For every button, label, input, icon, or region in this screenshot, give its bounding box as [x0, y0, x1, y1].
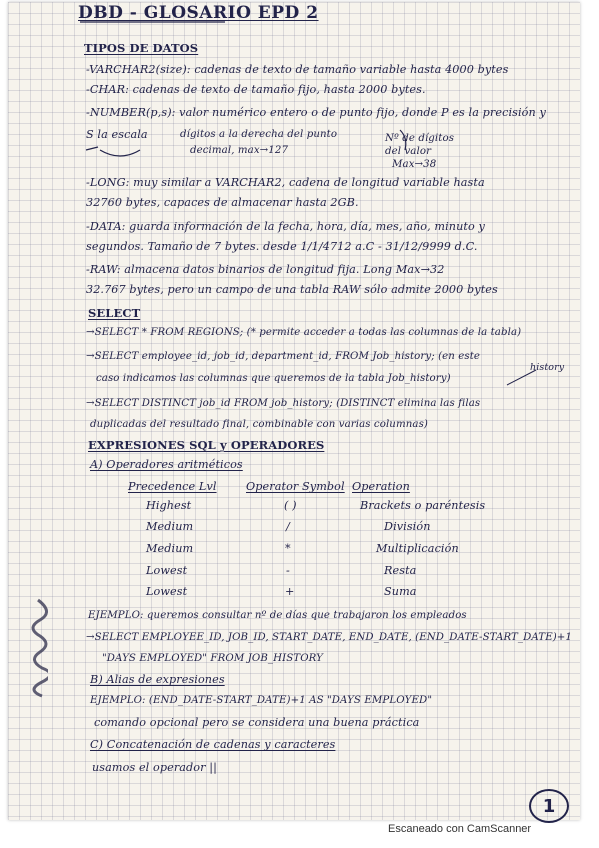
- select-line-2: →SELECT employee_id, job_id, department_id, FROM Job_history; (en este: [86, 351, 481, 362]
- table-cell: Resta: [384, 564, 417, 577]
- ejemplo-line-4: EJEMPLO: (END_DATE-START_DATE)+1 AS "DAYS EMPLOYED": [90, 695, 433, 706]
- note-digits-right-2: decimal, max→127: [190, 145, 289, 156]
- text-long-1: -LONG: muy similar a VARCHAR2, cadena de longitud variable hasta: [86, 176, 485, 189]
- scanner-watermark: Escaneado con CamScanner: [388, 823, 532, 835]
- select-line-3: caso indicamos las columnas que queremos de la tabla Job_history): [96, 373, 451, 384]
- signature-mark: [22, 590, 55, 700]
- select-line-4: →SELECT DISTINCT job_id FROM job_history; (DISTINCT elimina las filas: [86, 398, 481, 409]
- table-cell: Medium: [146, 520, 194, 533]
- ejemplo-line-1: EJEMPLO: queremos consultar nº de días que trabajaron los empleados: [88, 610, 467, 621]
- select-insert-history: history: [530, 362, 565, 373]
- table-cell: Brackets o paréntesis: [360, 499, 486, 512]
- subheading-concatenacion: C) Concatenación de cadenas y caracteres: [90, 738, 336, 751]
- table-cell: *: [285, 542, 291, 555]
- table-cell: ( ): [284, 499, 297, 512]
- table-cell: Medium: [146, 542, 194, 555]
- ejemplo-line-3: "DAYS EMPLOYED" FROM JOB_HISTORY: [102, 653, 323, 664]
- table-cell: Highest: [146, 499, 192, 512]
- subheading-alias: B) Alias de expresiones: [90, 673, 225, 686]
- page-number: 1: [529, 789, 569, 823]
- section-heading-tipos: TIPOS DE DATOS: [84, 41, 199, 55]
- note-digits-count-2: del valor: [385, 146, 432, 157]
- table-header-operator: Operator Symbol: [246, 480, 345, 493]
- text-raw-2: 32.767 bytes, pero un campo de una tabla RAW sólo admite 2000 bytes: [86, 283, 498, 296]
- table-cell: División: [384, 520, 431, 533]
- text-char: -CHAR: cadenas de texto de tamaño fijo, hasta 2000 bytes.: [86, 83, 426, 96]
- note-digits-count-3: Max→38: [392, 159, 437, 170]
- note-digits-right-1: dígitos a la derecha del punto: [180, 129, 338, 140]
- section-heading-select: SELECT: [88, 306, 141, 320]
- text-data-2: segundos. Tamaño de 7 bytes. desde 1/1/4712 a.C - 31/12/9999 d.C.: [86, 240, 478, 253]
- table-cell: -: [286, 564, 290, 577]
- ejemplo-line-5: comando opcional pero se considera una buena práctica: [94, 716, 420, 729]
- select-line-1: →SELECT * FROM REGIONS; (* permite acceder a todas las columnas de la tabla): [86, 327, 522, 338]
- page-title: DBD - GLOSARIO EPD 2: [78, 3, 319, 23]
- section-heading-expresiones: EXPRESIONES SQL y OPERADORES: [88, 438, 325, 452]
- text-raw-1: -RAW: almacena datos binarios de longitud fija. Long Max→32: [86, 263, 445, 276]
- ejemplo-line-6: usamos el operador ||: [92, 761, 217, 774]
- table-header-precedence: Precedence Lvl: [128, 480, 217, 493]
- text-number-2: S la escala: [86, 128, 148, 141]
- text-long-2: 32760 bytes, capaces de almacenar hasta 2GB.: [86, 196, 359, 209]
- table-header-operation: Operation: [352, 480, 410, 493]
- table-cell: Lowest: [146, 585, 188, 598]
- table-cell: +: [285, 585, 295, 598]
- table-cell: Lowest: [146, 564, 188, 577]
- ejemplo-line-2: →SELECT EMPLOYEE_ID, JOB_ID, START_DATE, END_DATE, (END_DATE-START_DATE)+1: [86, 632, 573, 643]
- text-data-1: -DATA: guarda información de la fecha, hora, día, mes, año, minuto y: [86, 220, 485, 233]
- text-number-1: -NUMBER(p,s): valor numérico entero o de punto fijo, donde P es la precisión y: [86, 106, 546, 119]
- table-cell: Multiplicación: [376, 542, 459, 555]
- table-cell: /: [286, 520, 290, 533]
- subheading-operadores-aritmeticos: A) Operadores aritméticos: [90, 458, 243, 471]
- select-line-5: duplicadas del resultado final, combinable con varias columnas): [90, 419, 428, 430]
- table-cell: Suma: [384, 585, 417, 598]
- text-varchar: -VARCHAR2(size): cadenas de texto de tamaño variable hasta 4000 bytes: [86, 63, 509, 76]
- note-digits-count-1: Nº de dígitos: [385, 133, 455, 144]
